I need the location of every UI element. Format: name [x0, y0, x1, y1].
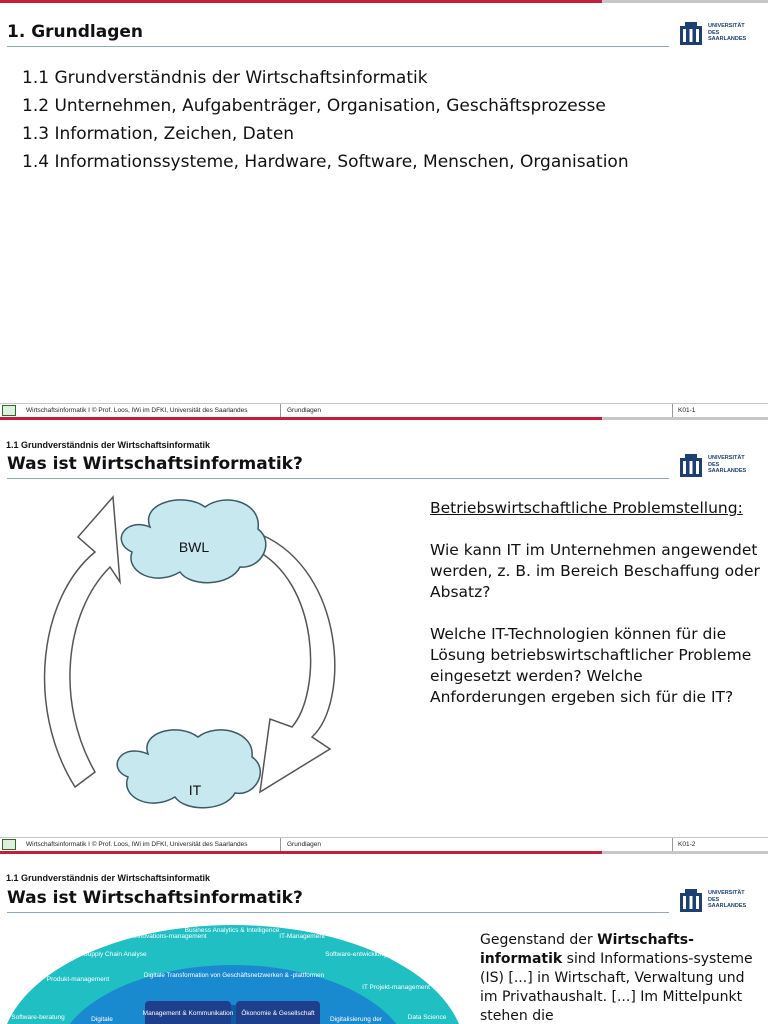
slide-2 — [0, 417, 768, 851]
wheel-outer-label: Data Science — [407, 1014, 447, 1021]
breadcrumb: 1.1 Grundverständnis der Wirtschaftsinformatik — [6, 440, 210, 450]
cloud-label-bwl: BWL — [178, 539, 210, 555]
definition-text-post: sind Informations-systeme (IS) [...] in Wirtschaft, Verwaltung und im Privathaushalt. [...] Im Mittelpunkt stehen die — [480, 951, 753, 1024]
breadcrumb: 1.1 Grundverständnis der Wirtschaftsinformatik — [6, 873, 210, 883]
logo-text: UNIVERSITÄT DES SAARLANDES — [708, 455, 747, 474]
problem-paragraph: Wie kann IT im Unternehmen angewendet werden, z. B. im Bereich Beschaffung oder Absatz? — [430, 541, 760, 601]
accent-bar — [0, 0, 768, 3]
wi-wheel-diagram — [0, 923, 470, 1024]
iwi-logo-icon — [2, 839, 16, 850]
slide-title: Was ist Wirtschaftsinformatik? — [7, 454, 303, 474]
slide-title: Was ist Wirtschaftsinformatik? — [7, 888, 303, 908]
wheel-middle-label: Digitalisierung der — [329, 1016, 383, 1023]
logo-text: UNIVERSITÄT DES SAARLANDES — [708, 890, 747, 909]
title-rule — [7, 46, 669, 47]
wheel-outer-label: Software-entwicklung — [325, 951, 387, 958]
title-rule — [7, 478, 669, 479]
university-logo — [679, 22, 749, 46]
wheel-outer-label: Business Analytics & Intelligence — [184, 927, 280, 934]
wheel-outer-label: Supply Chain Analyse — [83, 951, 147, 958]
wheel-outer-label: Software-beratung — [11, 1014, 65, 1021]
slide-3 — [0, 851, 768, 1024]
slide-title: 1. Grundlagen — [7, 22, 144, 42]
toc-list — [22, 64, 629, 176]
university-logo — [679, 454, 749, 478]
toc-item: 1.4 Informationssysteme, Hardware, Software, Menschen, Organisation — [22, 152, 629, 172]
footer-section: Grundlagen — [280, 404, 321, 417]
slide-footer — [0, 403, 768, 417]
title-rule — [7, 912, 669, 913]
university-seal-icon — [679, 889, 703, 913]
arrow-up-icon — [45, 497, 120, 787]
problem-paragraph: Welche IT-Technologien können für die Lösung betriebswirtschaftlicher Probleme eingesetzt werden? Welche Anforderungen ergeben sich für die IT? — [430, 625, 752, 706]
toc-item: 1.3 Information, Zeichen, Daten — [22, 124, 295, 144]
accent-bar — [0, 851, 768, 854]
slide-1 — [0, 0, 768, 417]
page-number: K01-1 — [672, 404, 695, 417]
problem-heading: Betriebswirtschaftliche Problemstellung: — [430, 499, 743, 517]
toc-item: 1.2 Unternehmen, Aufgabenträger, Organisation, Geschäftsprozesse — [22, 96, 606, 116]
university-seal-icon — [679, 22, 703, 46]
wheel-outer-label: Produkt-management — [46, 976, 110, 983]
slide-footer — [0, 837, 768, 851]
university-logo — [679, 889, 749, 913]
definition-text — [480, 931, 764, 1024]
arrow-down-icon — [254, 535, 335, 792]
definition-text-pre: Gegenstand der — [480, 932, 598, 948]
wheel-middle-label: Digitale — [91, 1016, 113, 1023]
definition-term: Wirtschafts-informatik — [480, 932, 694, 967]
bwl-it-cycle-diagram — [0, 487, 400, 827]
logo-text: UNIVERSITÄT DES SAARLANDES — [708, 23, 747, 42]
footer-section: Grundlagen — [280, 838, 321, 851]
university-seal-icon — [679, 454, 703, 478]
wheel-inner-label: Management & Kommunikation — [142, 1010, 234, 1017]
wheel-middle-label: Digitale Transformation von Geschäftsnetzwerken & -plattformen — [143, 972, 325, 979]
footer-source: Wirtschaftsinformatik I © Prof. Loos, IWi im DFKI, Universität des Saarlandes — [26, 841, 248, 848]
wheel-outer-label: IT Projekt-management — [362, 984, 430, 991]
problem-text — [430, 498, 760, 729]
iwi-logo-icon — [2, 405, 16, 416]
wheel-inner-label: Ökonomie & Gesellschaft — [241, 1010, 315, 1017]
page-number: K01-2 — [672, 838, 695, 851]
footer-source: Wirtschaftsinformatik I © Prof. Loos, IWi im DFKI, Universität des Saarlandes — [26, 407, 248, 414]
toc-item: 1.1 Grundverständnis der Wirtschaftsinformatik — [22, 68, 428, 88]
wheel-outer-label: Innovations-management — [133, 933, 207, 940]
cloud-label-it: IT — [188, 782, 202, 798]
accent-bar — [0, 417, 768, 420]
wheel-outer-label: IT-Management — [279, 933, 325, 940]
